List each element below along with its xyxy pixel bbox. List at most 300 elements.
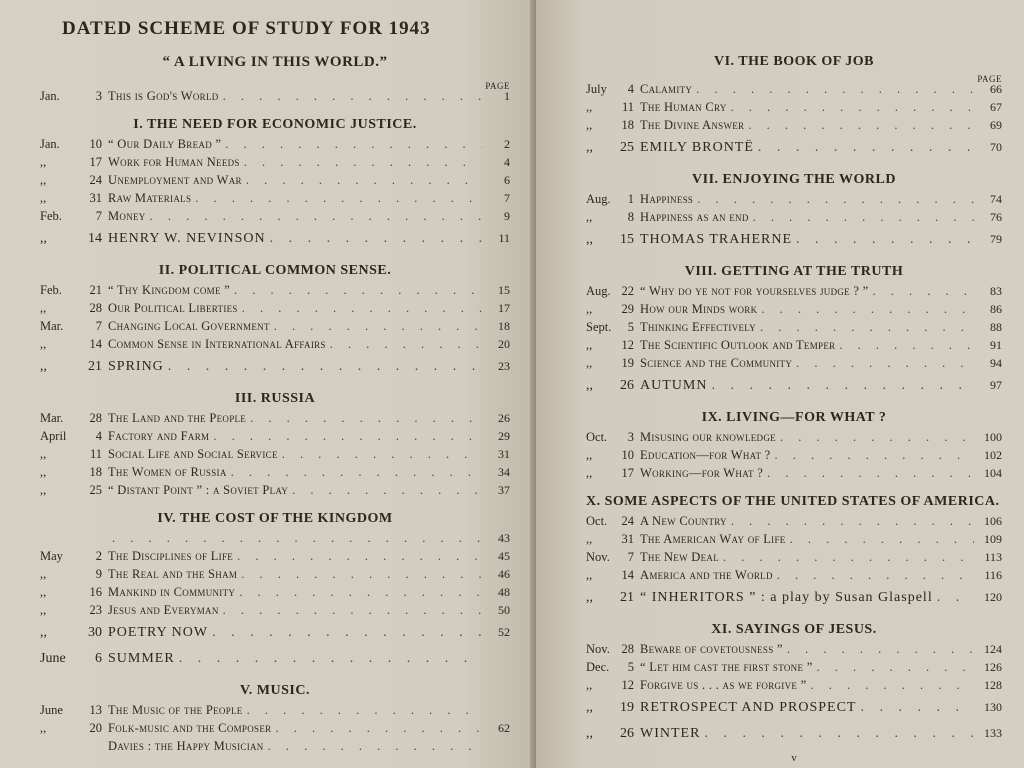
entry-title: Working—for What ?	[640, 466, 764, 480]
leader-dots	[692, 82, 974, 97]
entry-month: ,,	[586, 378, 593, 393]
entry-day: 30	[88, 625, 102, 640]
page-column-label: PAGE	[485, 81, 510, 91]
entry-date	[40, 651, 108, 667]
leader-dots	[270, 319, 482, 334]
entry-date	[586, 430, 640, 445]
leader-dots	[869, 284, 974, 299]
entry-month: ,,	[40, 483, 47, 497]
entry-title: The New Deal	[640, 550, 720, 564]
entry-day: 25	[620, 140, 634, 155]
entry-day: 9	[95, 567, 102, 581]
toc-entry	[586, 660, 1002, 678]
entry-title: The Divine Answer	[640, 118, 745, 132]
toc-entry	[40, 209, 510, 227]
entry-title: “ Let him cast the first stone ”	[640, 660, 813, 674]
entry-page: 124	[984, 642, 1002, 656]
entry-month: ,,	[586, 568, 593, 582]
entry-day: 21	[620, 590, 634, 605]
toc-entry	[40, 483, 510, 501]
toc-entry	[40, 359, 510, 381]
entry-page: 69	[990, 118, 1002, 132]
leader-dots	[783, 642, 974, 657]
entry-page: 15	[498, 283, 510, 297]
toc-entry	[586, 550, 1002, 568]
entry-month: ,,	[586, 700, 593, 715]
entry-date	[40, 301, 108, 316]
leader-dots	[230, 283, 482, 298]
entry-page: 1	[504, 89, 510, 103]
leader-dots	[175, 651, 482, 667]
entry-date	[586, 448, 640, 463]
right-page	[536, 0, 1024, 768]
entry-month: Oct.	[586, 430, 608, 444]
toc-entry	[40, 447, 510, 465]
entry-day: 18	[621, 118, 634, 132]
entry-page: 116	[984, 568, 1002, 582]
entry-title: Common Sense in International Affairs	[108, 337, 326, 351]
toc-entry	[40, 337, 510, 355]
section-heading: II. POLITICAL COMMON SENSE.	[158, 263, 392, 278]
leader-dots	[209, 429, 482, 444]
entry-page: 29	[498, 429, 510, 443]
entry-title: Happiness as an end	[640, 210, 749, 224]
toc-entry	[40, 301, 510, 319]
entry-day: 28	[89, 411, 102, 425]
entry-day: 3	[95, 89, 102, 103]
toc-entry	[40, 567, 510, 585]
section-heading: VII. ENJOYING THE WORLD	[692, 172, 896, 187]
entry-day: 24	[89, 173, 102, 187]
entry-title: How our Minds work	[640, 302, 758, 316]
entry-month: ,,	[586, 210, 593, 224]
entry-day: 22	[621, 284, 634, 298]
entry-title: Changing Local Government	[108, 319, 270, 333]
entry-date	[40, 137, 108, 152]
leader-dots	[266, 231, 482, 247]
entry-date	[40, 465, 108, 480]
entry-title: Mankind in Community	[108, 585, 236, 599]
entry-title: The Real and the Sham	[108, 567, 238, 581]
entry-title: Happiness	[640, 192, 694, 206]
entry-day: 18	[89, 465, 102, 479]
entry-page: 6	[504, 173, 510, 187]
entry-page: 17	[498, 301, 510, 315]
entry-day: 17	[621, 466, 634, 480]
entry-month: June	[40, 651, 66, 666]
leader-dots	[235, 585, 482, 600]
section-heading: IV. THE COST OF THE KINGDOM	[157, 511, 393, 526]
entry-date	[40, 359, 108, 375]
entry-date	[40, 89, 108, 104]
entry-date	[586, 140, 640, 156]
entry-title: SUMMER	[108, 651, 175, 666]
entry-day: 5	[627, 660, 634, 674]
entry-date	[586, 568, 640, 583]
entry-date	[586, 338, 640, 353]
toc-entry	[586, 192, 1002, 210]
leader-dots	[771, 448, 974, 463]
toc-entry	[586, 700, 1002, 722]
entry-date	[586, 210, 640, 225]
section-heading: X. SOME ASPECTS OF THE UNITED STATES OF AMERICA.	[586, 494, 1000, 509]
entry-title: The Scientific Outlook and Temper	[640, 338, 836, 352]
entry-title: America and the World	[640, 568, 773, 582]
leader-dots	[806, 678, 974, 693]
entry-title: AUTUMN	[640, 378, 708, 393]
toc-entry	[586, 302, 1002, 320]
entry-day: 10	[89, 137, 102, 151]
entry-page: 109	[984, 532, 1002, 546]
leader-dots	[227, 465, 482, 480]
entry-title: The Human Cry	[640, 100, 727, 114]
entry-page: 86	[990, 302, 1002, 316]
entry-month: Aug.	[586, 284, 611, 298]
entry-month: ,,	[40, 721, 47, 735]
entry-title: Unemployment and War	[108, 173, 242, 187]
toc-entry	[40, 651, 510, 673]
entry-page: 67	[990, 100, 1002, 114]
entry-day: 12	[621, 338, 634, 352]
entry-date	[40, 483, 108, 498]
entry-page: 74	[990, 192, 1002, 206]
entry-day: 31	[89, 191, 102, 205]
entry-month: April	[40, 429, 67, 443]
entry-date	[586, 118, 640, 133]
entry-date	[586, 100, 640, 115]
entry-page: 130	[984, 700, 1002, 714]
entry-day: 14	[88, 231, 102, 246]
entry-day: 23	[89, 603, 102, 617]
entry-date	[40, 173, 108, 188]
entry-month: ,,	[586, 590, 593, 605]
entry-title: Calamity	[640, 82, 693, 96]
toc-entry	[40, 411, 510, 429]
toc-entry	[586, 726, 1002, 748]
entry-month: ,,	[40, 603, 47, 617]
entry-date	[586, 590, 640, 606]
leader-dots	[792, 232, 974, 248]
toc-entry	[586, 210, 1002, 228]
entry-title: Davies : the Happy Musician	[108, 739, 264, 753]
entry-page: 9	[504, 209, 510, 223]
entry-page: 106	[984, 514, 1002, 528]
entry-title: Misusing our knowledge	[640, 430, 776, 444]
entry-month: ,,	[586, 466, 593, 480]
leader-dots	[813, 660, 974, 675]
entry-title: Social Life and Social Service	[108, 447, 278, 461]
entry-day: 12	[621, 678, 634, 692]
toc-entry	[40, 465, 510, 483]
entry-date	[40, 319, 108, 334]
entry-month: ,,	[586, 118, 593, 132]
toc-entry	[40, 549, 510, 567]
entry-month: Oct.	[586, 514, 608, 528]
entry-month: ,,	[40, 465, 47, 479]
leader-dots	[763, 466, 974, 481]
entry-month: Jan.	[40, 137, 60, 151]
entry-month: Aug.	[586, 192, 611, 206]
entry-day: 31	[621, 532, 634, 546]
entry-title: “ Why do ye not for yourselves judge ? ”	[640, 284, 869, 298]
entry-page: 66	[990, 82, 1002, 96]
entry-day: 14	[89, 337, 102, 351]
toc-entry	[40, 721, 510, 739]
entry-title: Forgive us . . . as we forgive ”	[640, 678, 807, 692]
entry-page: 94	[990, 356, 1002, 370]
entry-month: ,,	[40, 173, 47, 187]
toc-entry	[586, 590, 1002, 612]
entry-month: June	[40, 703, 63, 717]
leader-dots	[786, 532, 974, 547]
page-footer: v	[791, 752, 797, 764]
entry-title: Raw Materials	[108, 191, 192, 205]
entry-page: 20	[498, 337, 510, 351]
entry-title: WINTER	[640, 726, 701, 741]
entry-title: HENRY W. NEVINSON	[108, 231, 266, 246]
entry-day: 4	[95, 429, 102, 443]
entry-date	[40, 447, 108, 462]
entry-title: Jesus and Everyman	[108, 603, 219, 617]
entry-page: 11	[498, 231, 510, 245]
toc-entry	[586, 356, 1002, 374]
toc-entry	[40, 283, 510, 301]
entry-day: 7	[95, 319, 102, 333]
entry-date	[40, 567, 108, 582]
entry-day: 11	[621, 100, 634, 114]
entry-date	[586, 514, 640, 529]
section-heading: III. RUSSIA	[234, 391, 316, 406]
entry-month: ,,	[586, 100, 593, 114]
leader-dots	[776, 430, 974, 445]
entry-title: POETRY NOW	[108, 625, 209, 640]
subtitle: “ A LIVING IN THIS WORLD.”	[162, 54, 388, 70]
entry-page: 7	[504, 191, 510, 205]
entry-title: SPRING	[108, 359, 164, 374]
leader-dots	[693, 192, 974, 207]
entry-page: 18	[498, 319, 510, 333]
entry-day: 4	[627, 82, 634, 96]
section-heading: I. THE NEED FOR ECONOMIC JUSTICE.	[133, 117, 417, 132]
entry-date	[40, 155, 108, 170]
entry-month: Mar.	[40, 411, 64, 425]
leader-dots	[278, 447, 482, 462]
entry-page: 113	[984, 550, 1002, 564]
entry-month: ,,	[40, 359, 47, 374]
entry-day: 5	[627, 320, 634, 334]
right-sections	[586, 54, 1002, 748]
toc-entry	[586, 642, 1002, 660]
toc-entry	[40, 319, 510, 337]
entry-title: Folk-music and the Composer	[108, 721, 272, 735]
entry-day: 7	[95, 209, 102, 223]
entry-day: 15	[620, 232, 634, 247]
entry-title: A New Country	[640, 514, 727, 528]
entry-page: 126	[984, 660, 1002, 674]
entry-date	[586, 232, 640, 248]
entry-day: 28	[621, 642, 634, 656]
entry-title: The Disciplines of Life	[108, 549, 234, 563]
entry-date	[586, 320, 640, 335]
entry-date	[586, 466, 640, 481]
entry-date	[40, 337, 108, 352]
entry-title: Our Political Liberties	[108, 301, 238, 315]
entry-date	[40, 703, 108, 718]
entry-date	[40, 585, 108, 600]
toc-entry	[586, 514, 1002, 532]
entry-month: May	[40, 549, 63, 563]
entry-day: 28	[89, 301, 102, 315]
leader-dots	[700, 726, 974, 742]
entry-month: ,,	[40, 447, 47, 461]
entry-day: 19	[620, 700, 634, 715]
entry-title: Thinking Effectively	[640, 320, 756, 334]
entry-page: 45	[498, 549, 510, 563]
toc-entry	[40, 603, 510, 621]
entry-title: Beware of covetousness ”	[640, 642, 783, 656]
entry-month: Feb.	[40, 209, 62, 223]
entry-month: ,,	[40, 155, 47, 169]
entry-date	[40, 429, 108, 444]
entry-month: ,,	[586, 356, 593, 370]
entry-page: 46	[498, 567, 510, 581]
entry-day: 11	[89, 447, 102, 461]
entry-month: ,,	[40, 337, 47, 351]
entry-date	[586, 642, 640, 657]
page-title: DATED SCHEME OF STUDY FOR 1943	[62, 18, 431, 39]
toc-entry	[586, 448, 1002, 466]
leader-dots	[757, 302, 974, 317]
entry-title: The American Way of Life	[640, 532, 786, 546]
entry-title: “ INHERITORS ” : a play by Susan Glaspell	[640, 590, 933, 605]
section-heading: XI. SAYINGS OF JESUS.	[711, 622, 877, 637]
entry-page: 23	[498, 359, 510, 373]
entry-date	[40, 625, 108, 641]
entry-title: EMILY BRONTË	[640, 140, 754, 155]
entry-month: ,,	[40, 585, 47, 599]
entry-date	[586, 678, 640, 693]
entry-title: “ Distant Point ” : a Soviet Play	[108, 483, 289, 497]
leader-dots	[238, 301, 482, 316]
entry-day: 14	[621, 568, 634, 582]
section-heading: V. MUSIC.	[240, 683, 310, 698]
entry-page: 91	[990, 338, 1002, 352]
leader-dots	[242, 173, 482, 188]
leader-dots	[754, 140, 974, 156]
entry-date	[40, 549, 108, 564]
entry-page: 104	[984, 466, 1002, 480]
toc-entry	[586, 320, 1002, 338]
intro-entry	[40, 89, 510, 107]
section-heading: VIII. GETTING AT THE TRUTH	[684, 264, 904, 279]
entry-page: 48	[498, 585, 510, 599]
leader-dots	[233, 549, 482, 564]
leader-dots	[191, 191, 482, 206]
entry-page: 133	[984, 726, 1002, 740]
entry-page: 100	[984, 430, 1002, 444]
entry-date	[586, 660, 640, 675]
entry-page: 52	[498, 625, 510, 639]
leader-dots	[773, 568, 974, 583]
entry-page: 62	[498, 721, 510, 735]
leader-dots	[744, 118, 974, 133]
entry-date	[586, 302, 640, 317]
leader-dots	[208, 625, 482, 641]
entry-month: Nov.	[586, 550, 610, 564]
toc-entry	[586, 466, 1002, 484]
entry-title: Science and the Community	[640, 356, 793, 370]
toc-entry	[40, 585, 510, 603]
entry-title: “ Our Daily Bread ”	[108, 137, 222, 151]
leader-dots	[707, 378, 974, 394]
entry-month: Nov.	[586, 642, 610, 656]
entry-day: 17	[89, 155, 102, 169]
section-heading: VI. THE BOOK OF JOB	[713, 54, 875, 69]
toc-entry	[40, 625, 510, 647]
entry-title: This is God's World	[108, 89, 219, 103]
entry-month: ,,	[40, 625, 47, 640]
leader-dots	[288, 483, 482, 498]
entry-date	[586, 378, 640, 394]
entry-date	[586, 284, 640, 299]
leader-dots	[326, 337, 482, 352]
toc-entry	[40, 429, 510, 447]
toc-entry	[586, 284, 1002, 302]
entry-day: 8	[627, 210, 634, 224]
entry-month: ,,	[40, 301, 47, 315]
leader-dots	[727, 514, 974, 529]
entry-date	[40, 411, 108, 426]
toc-entry	[40, 231, 510, 253]
entry-title: RETROSPECT AND PROSPECT	[640, 700, 857, 715]
leader-dots	[856, 700, 974, 716]
entry-day: 20	[89, 721, 102, 735]
entry-month: ,,	[586, 232, 593, 247]
entry-title: THOMAS TRAHERNE	[640, 232, 793, 247]
entry-page: 79	[990, 232, 1002, 246]
entry-month: ,,	[586, 678, 593, 692]
entry-date	[586, 726, 640, 742]
toc-entry	[586, 568, 1002, 586]
entry-page: 83	[990, 284, 1002, 298]
toc-entry	[40, 531, 510, 549]
entry-day: 26	[620, 378, 634, 393]
entry-date	[586, 550, 640, 565]
entry-title: Money	[108, 209, 146, 223]
entry-month: Mar.	[40, 319, 64, 333]
entry-day: 29	[621, 302, 634, 316]
entry-month: Sept.	[586, 320, 612, 334]
leader-dots	[749, 210, 974, 225]
leader-dots	[219, 603, 482, 618]
leader-dots	[933, 590, 974, 606]
entry-day: 24	[621, 514, 634, 528]
page-column-label: PAGE	[977, 74, 1002, 84]
toc-entry	[40, 703, 510, 721]
entry-page: 31	[498, 447, 510, 461]
entry-date	[586, 532, 640, 547]
toc-entry	[40, 137, 510, 155]
entry-day: 25	[89, 483, 102, 497]
leader-dots	[237, 567, 482, 582]
entry-page: 26	[498, 411, 510, 425]
entry-month: Jan.	[40, 89, 60, 103]
entry-page: 97	[990, 378, 1002, 392]
toc-entry	[40, 739, 510, 757]
entry-month: ,,	[586, 302, 593, 316]
entry-page: 128	[984, 678, 1002, 692]
entry-day: 19	[621, 356, 634, 370]
